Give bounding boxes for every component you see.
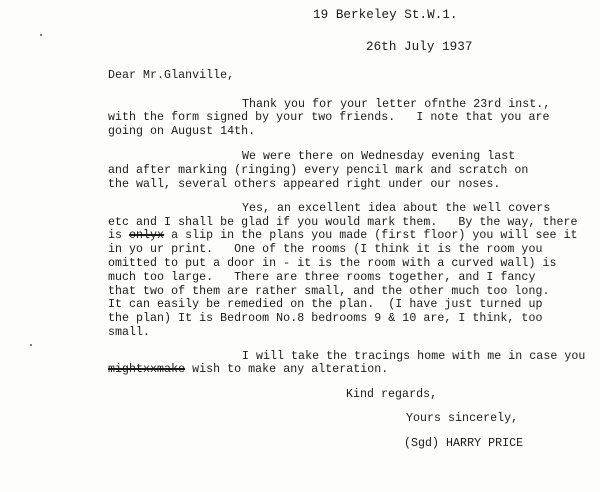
paper-speck [40, 34, 42, 36]
paragraph-line-with-strikeout [108, 228, 578, 243]
line-text: a slip in the plans you made (first floor) you will see it [164, 229, 578, 242]
paragraph-line: We were there on Wednesday evening last [242, 150, 516, 163]
letter-date: 26th July 1937 [366, 40, 473, 54]
paragraph-line: etc and I shall be glad if you would mark them. By the way, there [108, 216, 578, 229]
paragraph-line: and after marking (ringing) every pencil mark and scratch on [108, 164, 529, 177]
struck-out-word: onlyx [129, 229, 165, 242]
paragraph-line: omitted to put a door in - it is the room with a curved wall) is [108, 257, 557, 270]
paragraph-line: I will take the tracings home with me in case you [242, 350, 586, 363]
paper-speck [30, 344, 32, 346]
valediction: Yours sincerely, [406, 412, 519, 425]
paragraph-line: with the form signed by your two friends. I note that you are [108, 111, 550, 124]
salutation: Dear Mr.Glanville, [108, 69, 235, 82]
paragraph-line-with-strikeout [108, 362, 388, 377]
paragraph-line: Yes, an excellent idea about the well covers [242, 202, 551, 215]
paragraph-line: the wall, several others appeared right under our noses. [108, 178, 501, 191]
closing: Kind regards, [346, 388, 438, 401]
paragraph-line: much too large. There are three rooms together, and I fancy [108, 271, 536, 284]
paragraph-line: the plan) It is Bedroom No.8 bedrooms 9 & 10 are, I think, too [108, 312, 543, 325]
paragraph-line: small. [108, 326, 151, 339]
paragraph-line: that two of them are rather small, and the other much too long. [108, 285, 550, 298]
signature: (Sgd) HARRY PRICE [404, 437, 524, 450]
line-text: is [108, 229, 130, 242]
paragraph-line: It can easily be remedied on the plan. (I have just turned up [108, 298, 543, 311]
struck-out-word: mightxxmake [108, 363, 186, 376]
paragraph-line: going on August 14th. [108, 125, 256, 138]
line-text: wish to make any alteration. [185, 363, 389, 376]
paragraph-line: Thank you for your letter ofnthe 23rd inst., [242, 98, 551, 111]
paragraph-line: in yo ur print. One of the rooms (I think it is the room you [108, 243, 543, 256]
sender-address: 19 Berkeley St.W.1. [313, 8, 458, 22]
